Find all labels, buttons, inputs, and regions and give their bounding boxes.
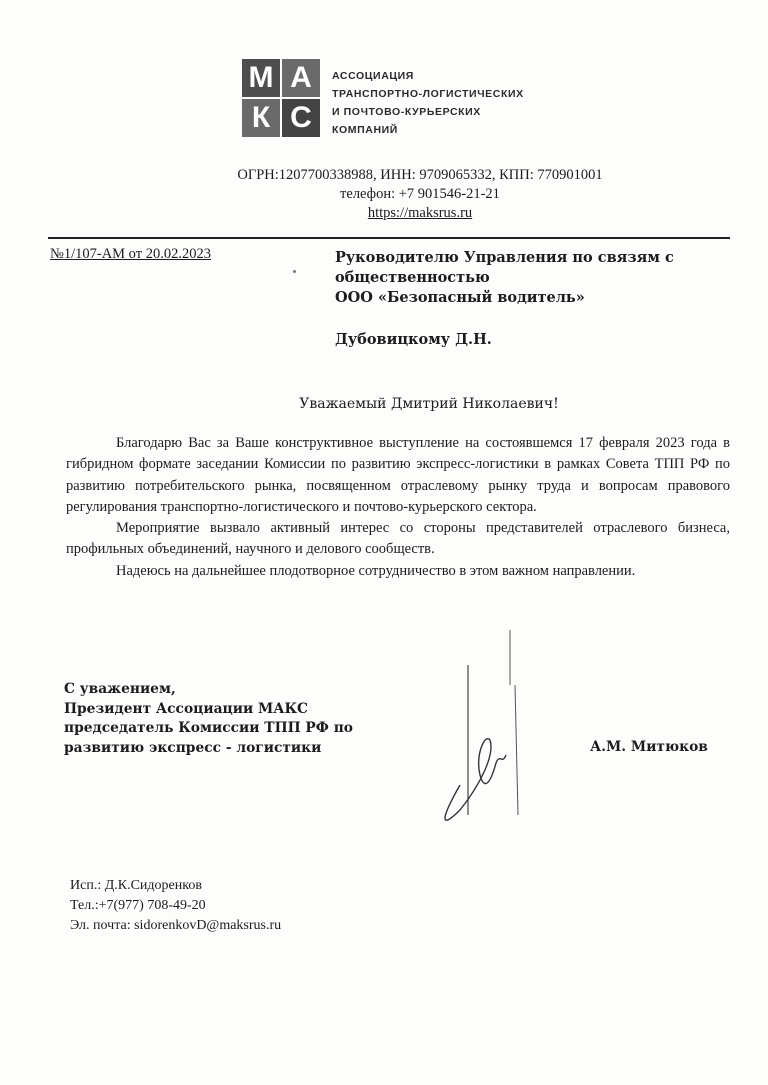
greeting: Уважаемый Дмитрий Николаевич!: [299, 396, 559, 412]
requisites-block: [140, 166, 700, 223]
logo-caption-line: КОМПАНИЙ: [332, 124, 398, 136]
handwritten-signature: [420, 625, 560, 835]
executor-name: Исп.: Д.К.Сидоренков: [70, 878, 202, 893]
signatory-title-block: [64, 680, 353, 758]
logo-caption-line: ТРАНСПОРТНО-ЛОГИСТИЧЕСКИХ: [332, 88, 524, 100]
letter-body: [66, 433, 730, 582]
addressee-line: Руководителю Управления по связям с: [335, 249, 674, 266]
logo-caption-line: АССОЦИАЦИЯ: [332, 70, 414, 82]
executor-block: [70, 876, 281, 936]
addressee-block: [335, 248, 715, 308]
logo-caption-line: И ПОЧТОВО-КУРЬЕРСКИХ: [332, 106, 481, 118]
logo-letter: М: [242, 59, 280, 97]
executor-phone: Тел.:+7(977) 708-49-20: [70, 898, 206, 913]
signatory-name: А.М. Митюков: [590, 739, 708, 755]
logo-caption: [332, 67, 524, 139]
phone-number: телефон: +7 901546-21-21: [340, 186, 500, 202]
organization-logo: [240, 57, 540, 147]
signatory-title-line: Президент Ассоциации МАКС: [64, 700, 309, 717]
body-paragraph: Благодарю Вас за Ваше конструктивное выступление на состоявшемся 17 февраля 2023 года в гибридном формате заседании Комиссии по развитию экспресс-логистики в рамках Совета ТПП РФ по развитию потребительского рынка, посвященном отраслевому рынку труда и вопросам правового регулирования транспортно-логистического и почтово-курьерского сектора.: [66, 435, 730, 515]
logo-mark: [240, 57, 320, 137]
website-link[interactable]: https://maksrus.ru: [367, 205, 473, 221]
signatory-title-line: председатель Комиссии ТПП РФ по: [64, 720, 353, 736]
registration-numbers: ОГРН:1207700338988, ИНН: 9709065332, КПП: 770901001: [237, 167, 603, 183]
logo-letter: С: [282, 99, 320, 137]
addressee-line: общественностью: [335, 269, 490, 286]
scan-dot: [293, 270, 296, 273]
body-paragraph: Мероприятие вызвало активный интерес со стороны представителей отраслевого бизнеса, профильных объединений, научного и делового сообществ.: [66, 520, 730, 558]
closing-line: С уважением,: [64, 681, 176, 697]
logo-letter: К: [242, 99, 280, 137]
body-paragraph: Надеюсь на дальнейшее плодотворное сотрудничество в этом важном направлении.: [116, 562, 636, 579]
document-number: №1/107-АМ от 20.02.2023: [50, 246, 211, 262]
logo-letter: А: [282, 59, 320, 97]
signatory-title-line: развитию экспресс - логистики: [64, 739, 322, 756]
addressee-line: ООО «Безопасный водитель»: [335, 289, 585, 306]
header-divider: [48, 237, 730, 239]
addressee-name: Дубовицкому Д.Н.: [335, 331, 492, 348]
executor-email: Эл. почта: sidorenkovD@maksrus.ru: [70, 918, 282, 933]
